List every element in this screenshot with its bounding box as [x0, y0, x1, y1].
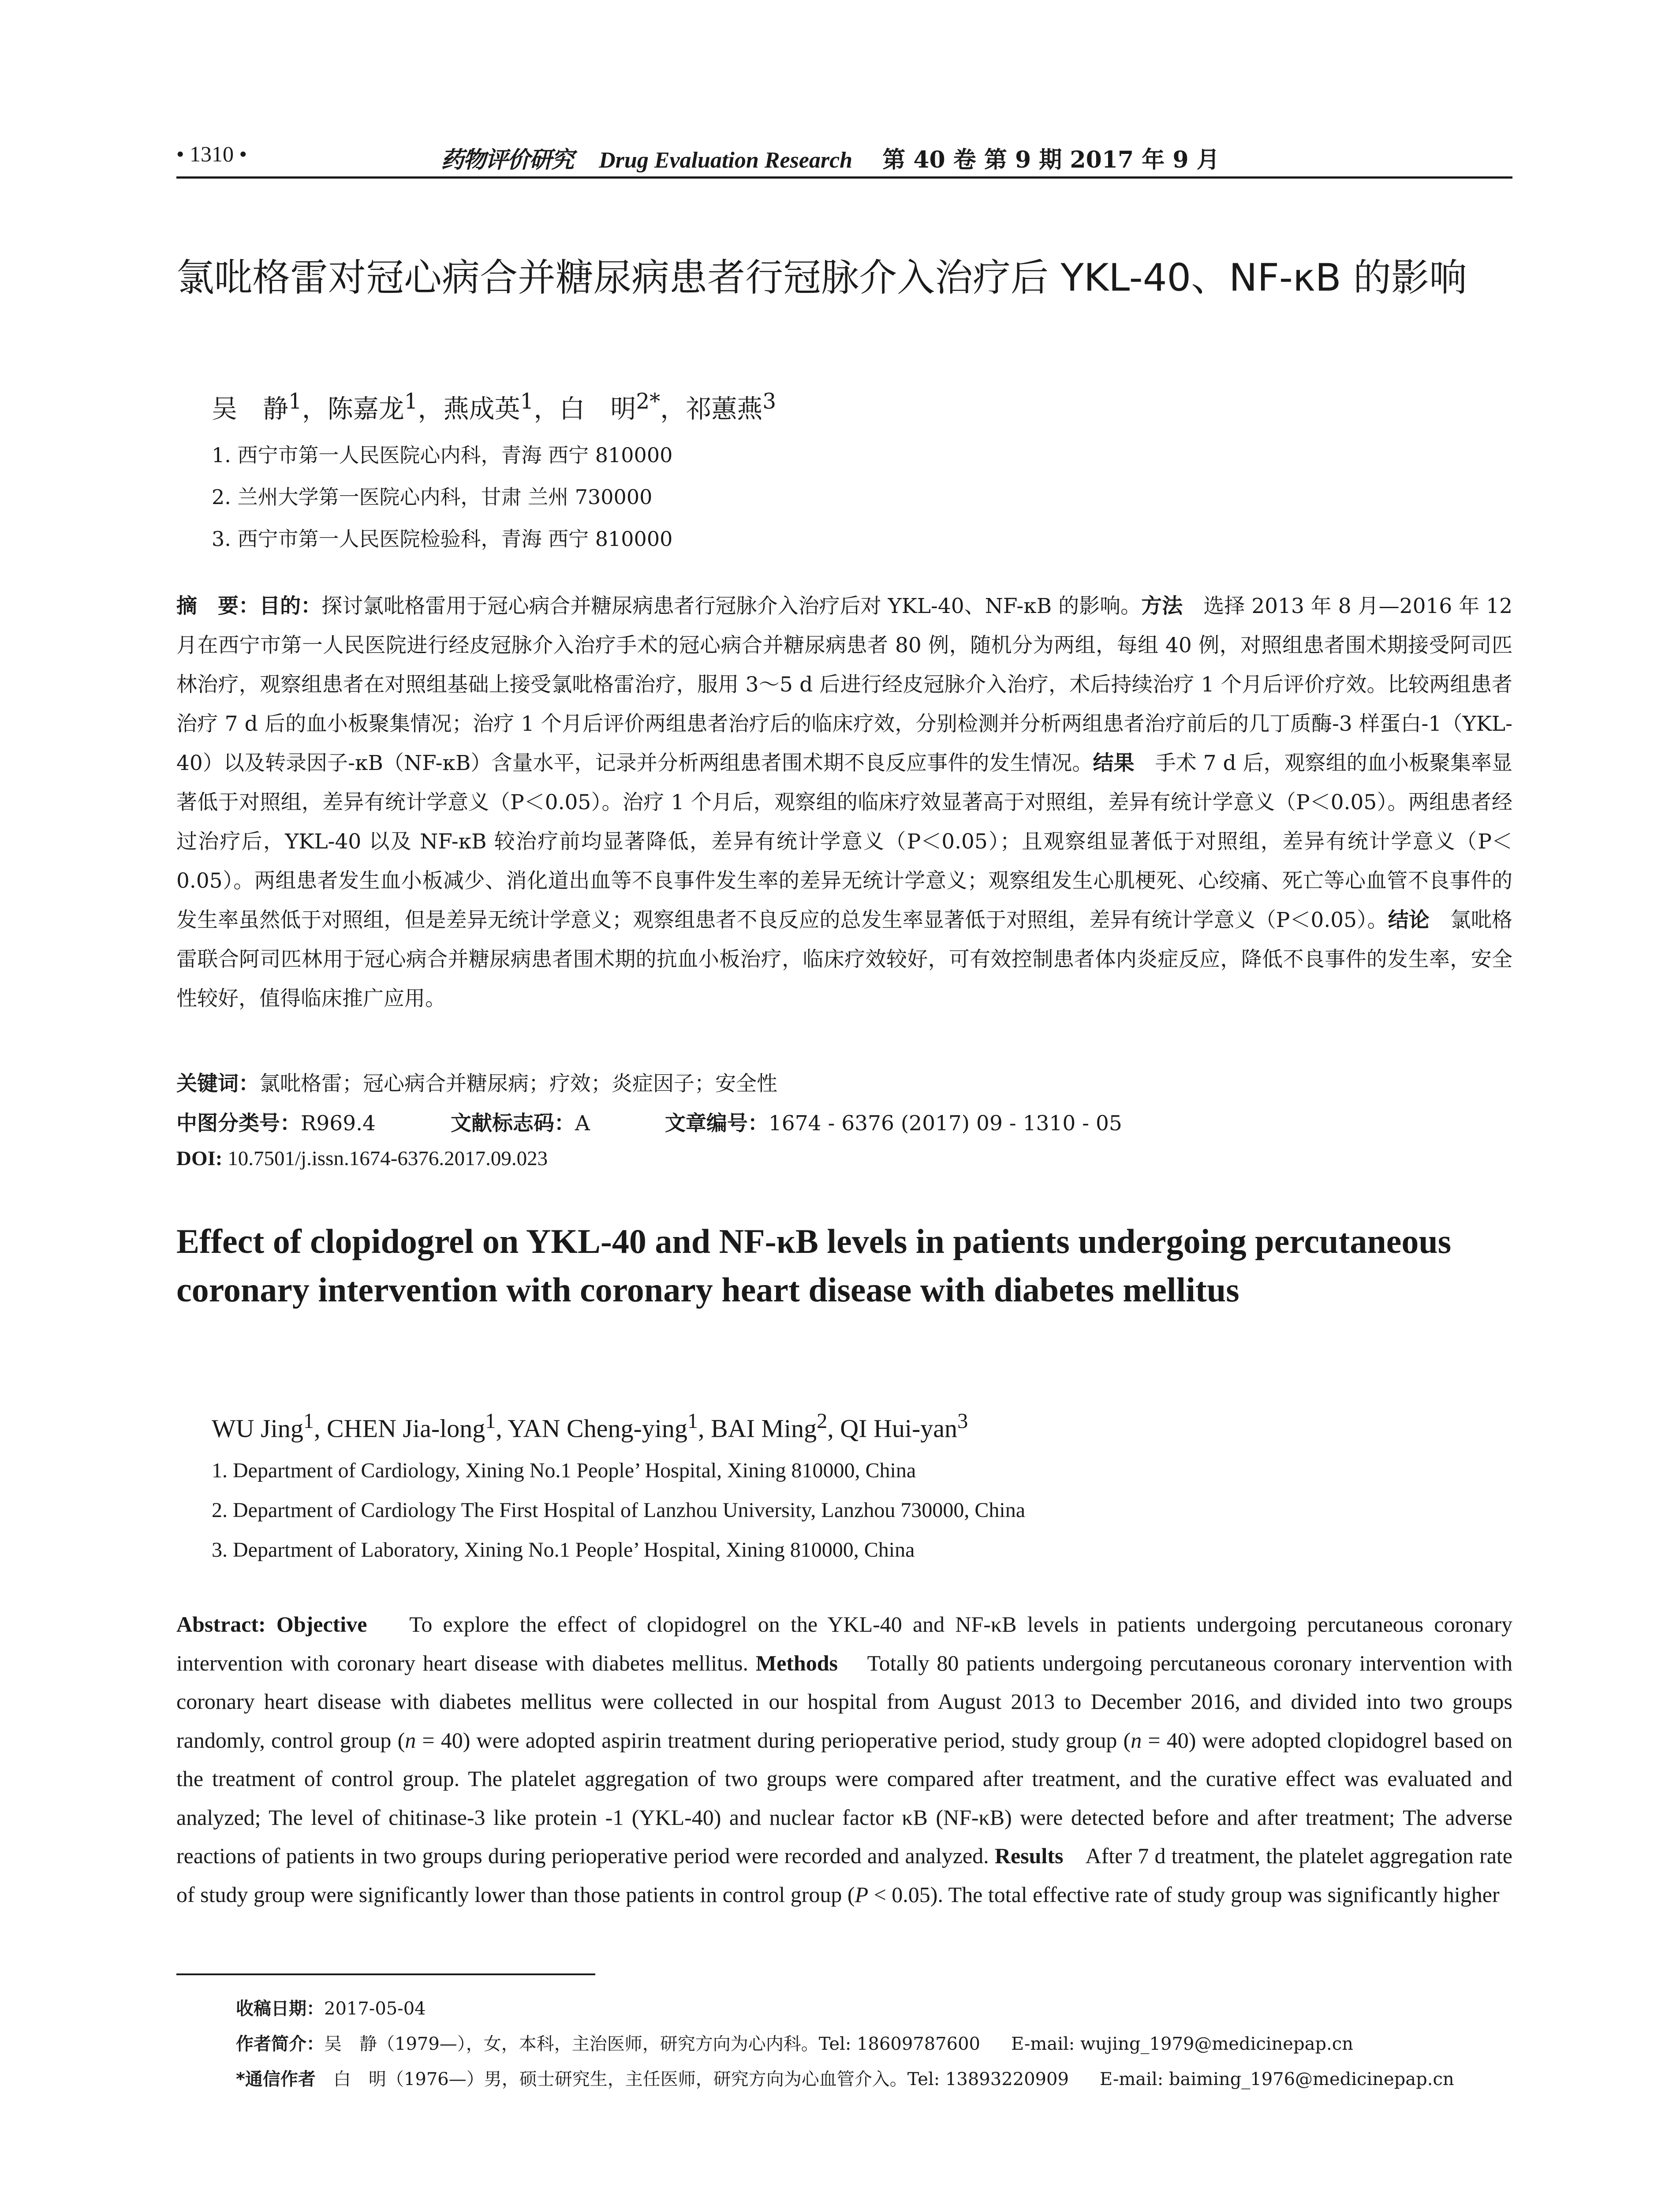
- en-affiliations: [212, 1451, 1025, 1570]
- en-affiliation: 1. Department of Cardiology, Xining No.1 People’ Hospital, Xining 810000, China: [212, 1459, 916, 1482]
- en-objective-label: Objective: [276, 1612, 367, 1637]
- en-results-text: < 0.05). The total effective rate of study group was significantly higher: [868, 1882, 1500, 1907]
- en-author-name: YAN Cheng-ying: [508, 1414, 687, 1443]
- en-title: Effect of clopidogrel on YKL-40 and NF-κB levels in patients undergoing percutaneous coronary intervention with coronary heart disease with diabetes mellitus: [176, 1222, 1452, 1309]
- en-author-sup: 2: [817, 1409, 828, 1433]
- journal-issue: 第 40 卷 第 9 期 2017 年 9 月: [882, 146, 1220, 173]
- journal-line: [441, 141, 1220, 174]
- zh-author-name: 祁蕙燕: [686, 394, 763, 424]
- clc-value: R969.4: [301, 1111, 376, 1136]
- doc-code-label: 文献标志码：: [450, 1111, 575, 1136]
- zh-affiliation: 3. 西宁市第一人民医院检验科，青海 西宁 810000: [212, 527, 673, 551]
- zh-author-sup: 1: [520, 389, 534, 414]
- zh-affiliations: [212, 434, 672, 560]
- en-results-label: Results: [994, 1843, 1064, 1868]
- corr-text: 白 明（1976—）男，硕士研究生，主任医师，研究方向为心血管介入。Tel: 13893220909: [333, 2069, 1069, 2089]
- zh-author-name: 燕成英: [443, 394, 520, 424]
- en-abstract: [176, 1605, 1512, 1914]
- author-bio: [236, 2026, 1512, 2062]
- zh-author-sup: 2*: [636, 389, 661, 414]
- footnote-rule: [176, 1973, 595, 1975]
- en-author-name: WU Jing: [212, 1414, 303, 1443]
- article-no-value: 1674 - 6376 (2017) 09 - 1310 - 05: [768, 1111, 1122, 1136]
- keywords-text: 氯吡格雷；冠心病合并糖尿病；疗效；炎症因子；安全性: [259, 1072, 777, 1096]
- doi-label: DOI:: [176, 1147, 223, 1170]
- zh-author-sup: 3: [762, 389, 777, 414]
- article-no-label: 文章编号：: [665, 1111, 769, 1136]
- corr-label: *通信作者: [236, 2069, 316, 2089]
- p-symbol: P: [855, 1882, 869, 1907]
- en-abstract-label: Abstract:: [176, 1612, 266, 1637]
- corr-email: E-mail: baiming_1976@medicinepap.cn: [1099, 2069, 1454, 2089]
- corresponding-author: [236, 2062, 1512, 2097]
- zh-conclusion-label: 结论: [1388, 908, 1430, 932]
- journal-name-en: Drug Evaluation Research: [599, 148, 853, 173]
- received-date: [236, 1991, 1512, 2026]
- author-bio-text: 吴 静（1979—），女，本科，主治医师，研究方向为心内科。Tel: 18609787600: [324, 2034, 980, 2054]
- zh-methods-text: 选择 2013 年 8 月—2016 年 12 月在西宁市第一人民医院进行经皮冠脉介入治疗手术的冠心病合并糖尿病患者 80 例，随机分为两组，每组 40 例，对照组患者围术期接受阿司匹林治疗，观察组患者在对照组基础上接受氯吡格雷治疗，服用 3～5 d 后进行经皮冠脉介入治疗，术后持续治疗 1 个月后评价疗效。比较两组患者治疗 7 d 后的血小板聚集情况；治疗 1 个月后评价两组患者治疗后的临床疗效，分别检测并分析两组患者治疗前后的几丁质酶-3 样蛋白-1（YKL-40）以及转录因子-κB（NF-κB）含量水平，记录并分析两组患者围术期不良反应事件的发生情况。: [176, 594, 1513, 775]
- en-results-text: After 7 d treatment, the platelet aggregation rate of study group were significantly lower than those patients in control group (: [176, 1843, 1512, 1907]
- zh-author-sup: 1: [404, 389, 418, 414]
- footnotes: [236, 1991, 1512, 2097]
- author-email: E-mail: wujing_1979@medicinepap.cn: [1011, 2034, 1353, 2054]
- en-affiliation: 3. Department of Laboratory, Xining No.1 People’ Hospital, Xining 810000, China: [212, 1538, 915, 1562]
- zh-affiliation: 2. 兰州大学第一医院心内科，甘肃 兰州 730000: [212, 485, 653, 509]
- en-author-name: BAI Ming: [711, 1414, 817, 1443]
- paper-page: [176, 0, 1512, 2205]
- clc-label: 中图分类号：: [176, 1111, 301, 1136]
- en-author-sup: 3: [957, 1409, 968, 1433]
- author-bio-label: 作者简介：: [236, 2034, 324, 2054]
- doc-code-value: A: [575, 1111, 590, 1136]
- zh-abstract: [176, 587, 1512, 1018]
- zh-title: 氯吡格雷对冠心病合并糖尿病患者行冠脉介入治疗后 YKL-40、NF-κB 的影响: [176, 256, 1467, 300]
- running-header: [176, 137, 1512, 179]
- classification-line: [176, 1107, 1122, 1136]
- keywords-label: 关键词：: [176, 1072, 259, 1096]
- en-author-sup: 1: [303, 1409, 314, 1433]
- en-author-sup: 1: [485, 1409, 496, 1433]
- zh-keywords: [176, 1067, 777, 1097]
- doi-line: [176, 1147, 548, 1170]
- en-methods-text: Totally 80 patients undergoing percutaneous coronary intervention with coronary heart disease with diabetes mellitus were collected in our hospital from August 2013 to December 2016, and divided into two groups randomly, control group (: [176, 1650, 1512, 1753]
- received-label: 收稿日期：: [236, 1999, 324, 2019]
- zh-methods-label: 方法: [1141, 594, 1183, 618]
- en-affiliation: 2. Department of Cardiology The First Hospital of Lanzhou University, Lanzhou 730000, China: [212, 1499, 1025, 1522]
- en-methods-text: = 40) were adopted clopidogrel based on the treatment of control group. The platelet aggregation of two groups were compared after treatment, and the curative effect was evaluated and analyzed; The level of chitinase-3 like protein -1 (YKL-40) and nuclear factor κB (NF-κB) were detected before and after treatment; The adverse reactions of patients in two groups during perioperative period were recorded and analyzed.: [176, 1727, 1513, 1868]
- doi-value: 10.7501/j.issn.1674-6376.2017.09.023: [228, 1147, 548, 1170]
- zh-results-text: 手术 7 d 后，观察组的血小板聚集率显著低于对照组，差异有统计学意义（P＜0.05）。治疗 1 个月后，观察组的临床疗效显著高于对照组，差异有统计学意义（P＜0.05）。两组患者经过治疗后，YKL-40 以及 NF-κB 较治疗前均显著降低，差异有统计学意义（P＜0.05）；且观察组显著低于对照组，差异有统计学意义（P＜0.05）。两组患者发生血小板减少、消化道出血等不良事件发生率的差异无统计学意义；观察组发生心肌梗死、心绞痛、死亡等心血管不良事件的发生率虽然低于对照组，但是差异无统计学意义；观察组患者不良反应的总发生率显著低于对照组，差异有统计学意义（P＜0.05）。: [176, 751, 1513, 932]
- zh-author-name: 白 明: [559, 394, 636, 424]
- zh-abstract-label: 摘 要：: [176, 594, 260, 618]
- zh-objective-text: 探讨氯吡格雷用于冠心病合并糖尿病患者行冠脉介入治疗后对 YKL-40、NF-κB 的影响。: [321, 594, 1142, 618]
- received-value: 2017-05-04: [324, 1999, 426, 2019]
- n-symbol: n: [405, 1727, 416, 1753]
- zh-affiliation: 1. 西宁市第一人民医院心内科，青海 西宁 810000: [212, 443, 673, 467]
- en-author-name: QI Hui-yan: [840, 1414, 958, 1443]
- n-symbol: n: [1131, 1727, 1142, 1753]
- page-number: • 1310 •: [176, 142, 247, 166]
- zh-author-name: 陈嘉龙: [327, 394, 404, 424]
- en-methods-label: Methods: [755, 1650, 838, 1675]
- zh-author-name: 吴 静: [212, 394, 289, 424]
- en-methods-text: = 40) were adopted aspirin treatment during perioperative period, study group (: [416, 1727, 1131, 1753]
- en-authors: WU Jing$^1$, CHEN Jia-long$^1$, YAN Cheng-ying$^1$, BAI Ming$^2$, QI Hui-yan$^3$: [212, 1409, 968, 1443]
- en-objective-text: To explore the effect of clopidogrel on the YKL-40 and NF-κB levels in patients undergoing percutaneous coronary intervention with coronary heart disease with diabetes mellitus.: [176, 1612, 1512, 1675]
- en-author-name: CHEN Jia-long: [327, 1414, 485, 1443]
- zh-results-label: 结果: [1093, 751, 1135, 775]
- zh-author-sup: 1: [288, 389, 302, 414]
- zh-authors: 吴 静$^1$，陈嘉龙$^1$，燕成英$^1$，白 明$^{2*}$，祁蕙燕$^3$: [212, 389, 777, 424]
- en-author-sup: 1: [687, 1409, 698, 1433]
- zh-conclusion-text: 氯吡格雷联合阿司匹林用于冠心病合并糖尿病患者围术期的抗血小板治疗，临床疗效较好，可有效控制患者体内炎症反应，降低不良事件的发生率，安全性较好，值得临床推广应用。: [176, 908, 1513, 1011]
- zh-objective-label: 目的：: [259, 594, 322, 618]
- journal-logo: 药物评价研究: [441, 146, 574, 173]
